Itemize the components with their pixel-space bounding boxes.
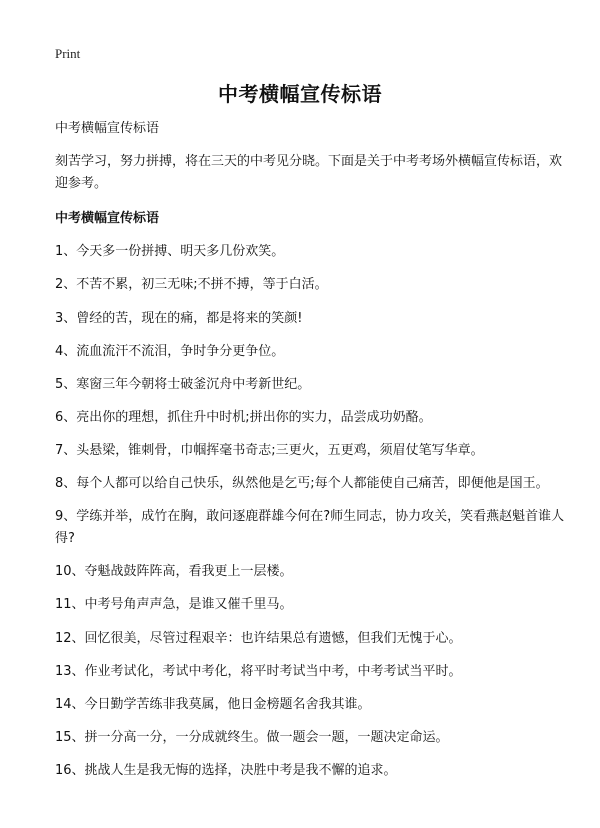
list-item: 1、今天多一份拼搏、明天多几份欢笑。 <box>55 244 285 260</box>
list-item: 15、拼一分高一分，一分成就终生。做一题会一题，一题决定命运。 <box>55 729 449 745</box>
intro-paragraph: 刻苦学习，努力拼搏，将在三天的中考见分晓。下面是关于中考考场外横幅宣传标语，欢迎参考。 <box>55 154 563 192</box>
list-item: 9、学练并举，成竹在胸，敢问逐鹿群雄今何在?师生同志，协力攻关，笑看燕赵魁首谁人得? <box>55 509 565 547</box>
list-item: 6、亮出你的理想，抓住升中时机;拼出你的实力，品尝成功奶酪。 <box>55 409 432 425</box>
list-item: 4、流血流汗不流泪，争时争分更争位。 <box>55 343 285 359</box>
list-item: 7、头悬梁，锥刺骨，巾帼挥毫书奇志;三更火，五更鸡，须眉仗笔写华章。 <box>55 442 484 458</box>
section-heading: 中考横幅宣传标语 <box>55 211 160 227</box>
list-item: 2、不苦不累，初三无味;不拼不搏，等于白活。 <box>55 277 328 293</box>
article-subtitle: 中考横幅宣传标语 <box>55 121 160 136</box>
page-title: 中考横幅宣传标语 <box>218 82 382 106</box>
list-item: 10、夺魁战鼓阵阵高，看我更上一层楼。 <box>55 564 293 580</box>
list-item: 3、曾经的苦，现在的痛，都是将来的笑颜! <box>55 310 303 326</box>
article-body <box>55 118 565 793</box>
list-item: 8、每个人都可以给自己快乐，纵然他是乞丐;每个人都能使自己痛苦，即便他是国王。 <box>55 476 549 492</box>
print-link[interactable]: Print <box>55 46 81 61</box>
list-item: 11、中考号角声声急，是谁又催千里马。 <box>55 597 293 613</box>
list-item: 16、挑战人生是我无悔的选择，决胜中考是我不懈的追求。 <box>55 762 397 778</box>
list-item: 13、作业考试化，考试中考化，将平时考试当中考，中考考试当平时。 <box>55 663 462 679</box>
list-item: 12、回忆很美，尽管过程艰辛：也许结果总有遗憾，但我们无愧于心。 <box>55 630 462 646</box>
list-item: 5、寒窗三年今朝将士破釜沉舟中考新世纪。 <box>55 376 311 392</box>
list-item: 14、今日勤学苦练非我莫属，他日金榜题名舍我其谁。 <box>55 696 371 712</box>
